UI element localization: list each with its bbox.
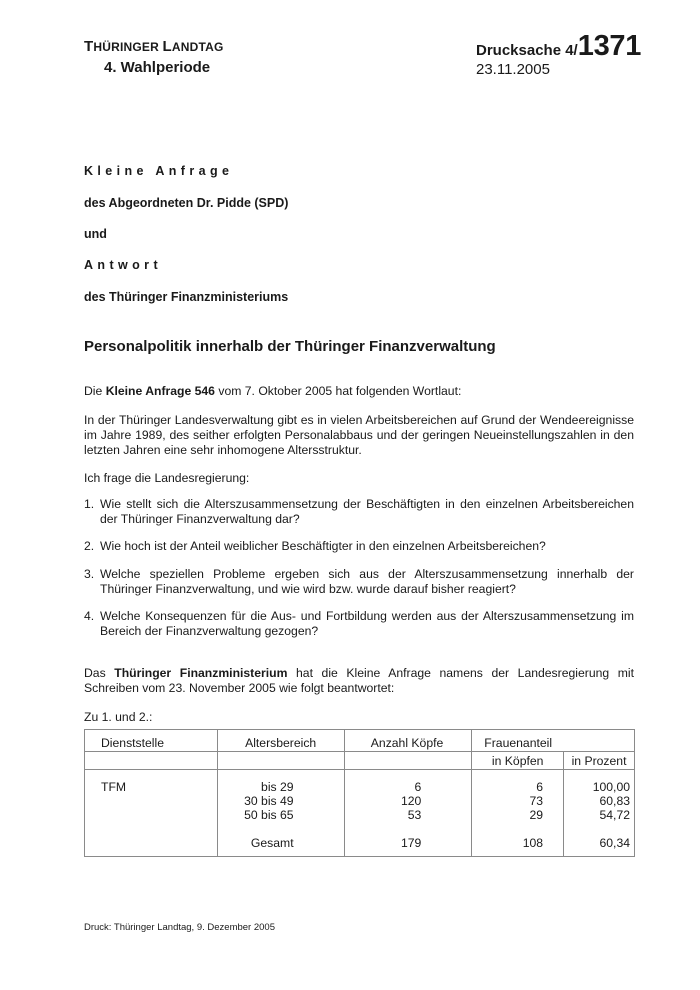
cell-koepfe: 73	[472, 794, 564, 808]
answer-intro-prefix: Das	[84, 666, 115, 680]
cell-prozent: 60,83	[564, 794, 635, 808]
cell-total-anzahl: 179	[344, 836, 472, 857]
subheader-empty	[85, 752, 218, 770]
question-text: In der Thüringer Landesverwaltung gibt es in vielen Arbeitsbereichen auf Grund der Wendeereignisse im Jahre 1989, des seither erfolgten Personalabbaus und der geringen Neueinstellungszahlen in den letzten Jahren eine sehr inhomogene Altersstruktur.	[84, 413, 634, 457]
question-text: Wie stellt sich die Alterszusammensetzung der Beschäftigten in den einzelnen Arbeitsbereichen der Thüringer Finanzverwaltung dar?	[100, 497, 634, 526]
question-item	[84, 497, 634, 527]
table-row	[85, 808, 635, 822]
table-row	[85, 780, 635, 794]
parliament-initial-l: L	[162, 38, 172, 55]
cell-alter: 50 bis 65	[217, 808, 344, 822]
parliament-rest-1: HÜRINGER	[93, 40, 163, 54]
question-item	[84, 539, 634, 554]
question-intro-prefix: Die	[84, 384, 106, 398]
question-number: 1.	[84, 497, 95, 511]
drucksache-label: Drucksache 4/	[476, 42, 578, 59]
parliament-initial-t: T	[84, 38, 94, 55]
header-dienststelle: Dienststelle	[85, 730, 218, 752]
cell-koepfe: 29	[472, 808, 564, 822]
table-row	[85, 794, 635, 808]
question-intro-suffix: vom 7. Oktober 2005 hat folgenden Wortlaut:	[214, 384, 462, 398]
cell-total-label: Gesamt	[217, 836, 344, 857]
cell-prozent: 100,00	[564, 780, 635, 794]
question-text: Wie hoch ist der Anteil weiblicher Beschäftigter in den einzelnen Arbeitsbereichen?	[100, 539, 546, 553]
subject-title: Personalpolitik innerhalb der Thüringer Finanzverwaltung	[84, 338, 496, 355]
header-altersbereich: Altersbereich	[217, 730, 344, 752]
cell-koepfe: 6	[472, 780, 564, 794]
question-intro-bold: Kleine Anfrage 546	[105, 384, 215, 398]
question-text: Welche speziellen Probleme ergeben sich aus der Alterszusammensetzung innerhalb der Thüringer Finanzverwaltung, und wie wird bzw. wurde darauf bisher reagiert?	[100, 567, 634, 596]
und-line: und	[84, 227, 107, 241]
header-frauenanteil: Frauenanteil	[472, 730, 635, 752]
parliament-rest-2: ANDTAG	[171, 40, 224, 54]
header-in-koepfen: in Köpfen	[472, 752, 564, 770]
staff-age-table	[84, 729, 635, 857]
header-anzahl: Anzahl Köpfe	[344, 730, 472, 752]
cell-total-koepfe: 108	[472, 836, 564, 857]
ask-line: Ich frage die Landesregierung:	[84, 471, 250, 485]
table-subheader-row	[85, 752, 635, 770]
cell-alter: 30 bis 49	[217, 794, 344, 808]
table-total-row	[85, 836, 635, 857]
ministry-line: des Thüringer Finanzministeriums	[84, 290, 289, 304]
cell-total-prozent: 60,34	[564, 836, 635, 857]
cell-prozent: 54,72	[564, 808, 635, 822]
document-date: 23.11.2005	[476, 61, 550, 78]
cell-anzahl: 53	[344, 808, 472, 822]
antwort-heading: Antwort	[84, 258, 163, 272]
kleine-anfrage-heading: Kleine Anfrage	[84, 164, 234, 178]
table-header-row	[85, 730, 635, 752]
cell-anzahl: 6	[344, 780, 472, 794]
cell-dienststelle: TFM	[85, 780, 218, 794]
question-intro	[84, 384, 634, 399]
question-item	[84, 567, 634, 597]
question-text: Welche Konsequenzen für die Aus- und Fortbildung werden aus der Alterszusammensetzung im Bereich der Finanzverwaltung gezogen?	[100, 609, 634, 638]
question-number: 2.	[84, 539, 95, 553]
answer-intro-suffix: hat die Kleine Anfrage namens der Landesregierung mit Schreiben vom 23. November 2005 wie folgt beantwortet:	[84, 666, 634, 695]
question-item	[84, 609, 634, 639]
legislative-period: 4. Wahlperiode	[104, 59, 211, 76]
question-number: 4.	[84, 609, 95, 623]
subheader-empty	[217, 752, 344, 770]
answer-intro	[84, 666, 634, 696]
document-id-block	[476, 30, 676, 78]
cell-anzahl: 120	[344, 794, 472, 808]
parliament-name	[84, 38, 224, 55]
answer-intro-bold: Thüringer Finanzministerium	[114, 666, 288, 680]
question-number: 3.	[84, 567, 95, 581]
print-footer: Druck: Thüringer Landtag, 9. Dezember 2005	[84, 922, 275, 933]
subheader-empty	[344, 752, 472, 770]
drucksache-number: 1371	[577, 30, 642, 62]
drucksache-line	[476, 30, 676, 63]
cell-alter: bis 29	[217, 780, 344, 794]
author-line: des Abgeordneten Dr. Pidde (SPD)	[84, 196, 289, 210]
answer-label: Zu 1. und 2.:	[84, 710, 153, 724]
header-in-prozent: in Prozent	[564, 752, 635, 770]
